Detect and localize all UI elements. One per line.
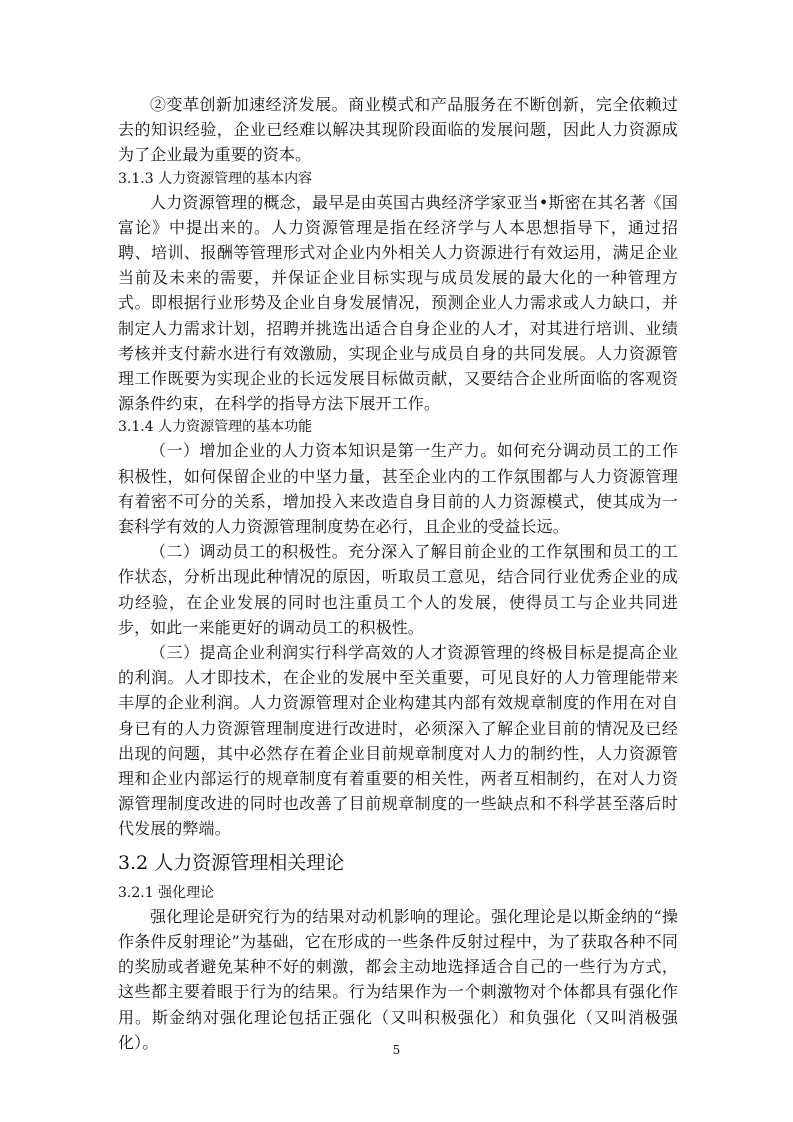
paragraph-function-3: （三）提高企业利润实行科学高效的人才资源管理的终极目标是提高企业的利润。人才即技术，在企业的发展中至关重要，可见良好的人力管理能带来丰厚的企业利润。人力资源管理对企业构建其内部有效规章制度的作用在对自身已有的人力资源管理制度进行改进时，必须深入了解企业目前的情况及已经出现的问题，其中必然存在着企业目前规章制度对人力的制约性，人力资源管理和企业内部运行的规章制度有着重要的相关性，两者互相制约，在对人力资源管理制度改进的同时也改善了目前规章制度的一些缺点和不科学甚至落后时代发展的弊端。	[118, 643, 678, 839]
paragraph-function-1: （一）增加企业的人力资本知识是第一生产力。如何充分调动员工的工作积极性，如何保留企业的中坚力量，甚至企业内的工作氛围都与人力资源管理有着密不可分的关系，增加投入来改造自身目前的人力资源模式，使其成为一套科学有效的人力资源管理制度势在必行，且企业的受益长远。	[118, 441, 678, 537]
paragraph-reform-innovation: ②变革创新加速经济发展。商业模式和产品服务在不断创新，完全依赖过去的知识经验，企业已经难以解决其现阶段面临的发展问题，因此人力资源成为了企业最为重要的资本。	[118, 95, 678, 165]
paragraph-hrm-concept: 人力资源管理的概念，最早是由英国古典经济学家亚当•斯密在其名著《国富论》中提出来的。人力资源管理是指在经济学与人本思想指导下，通过招聘、培训、报酬等管理形式对企业内外相关人力资源进行有效运用，满足企业当前及未来的需要，并保证企业目标实现与成员发展的最大化的一种管理方式。即根据行业形势及企业自身发展情况，预测企业人力需求或人力缺口，并制定人力需求计划，招聘并挑选出适合自身企业的人才，对其进行培训、业绩考核并支付薪水进行有效激励，实现企业与成员自身的共同发展。人力资源管理工作既要为实现企业的长远发展目标做贡献，又要结合企业所面临的客观资源条件约束，在科学的指导方法下展开工作。	[118, 192, 678, 414]
heading-3-2-1: 3.2.1 强化理论	[118, 884, 215, 901]
paragraph-reinforcement-theory: 强化理论是研究行为的结果对动机影响的理论。强化理论是以斯金纳的“操作条件反射理论”为基础，它在形成的一些条件反射过程中，为了获取各种不同的奖励或者避免某种不好的刺激，都会主动地选择适合自己的一些行为方式，这些都主要着眼于行为的结果。行为结果作为一个刺激物对个体都具有强化作用。斯金纳对强化理论包括正强化（又叫积极强化）和负强化（又叫消极强化）。	[118, 906, 678, 1052]
document-body	[118, 92, 678, 1055]
paragraph-function-2: （二）调动员工的积极性。充分深入了解目前企业的工作氛围和员工的工作状态，分析出现此种情况的原因，听取员工意见，结合同行业优秀企业的成功经验，在企业发展的同时也注重员工个人的发展，使得员工与企业共同进步，如此一来能更好的调动员工的积极性。	[118, 542, 678, 637]
heading-3-1-4: 3.1.4 人力资源管理的基本功能	[118, 419, 313, 436]
heading-3-2: 3.2 人力资源管理相关理论	[118, 851, 345, 874]
page-number: 5	[392, 1043, 401, 1057]
heading-3-1-3: 3.1.3 人力资源管理的基本内容	[118, 170, 313, 187]
